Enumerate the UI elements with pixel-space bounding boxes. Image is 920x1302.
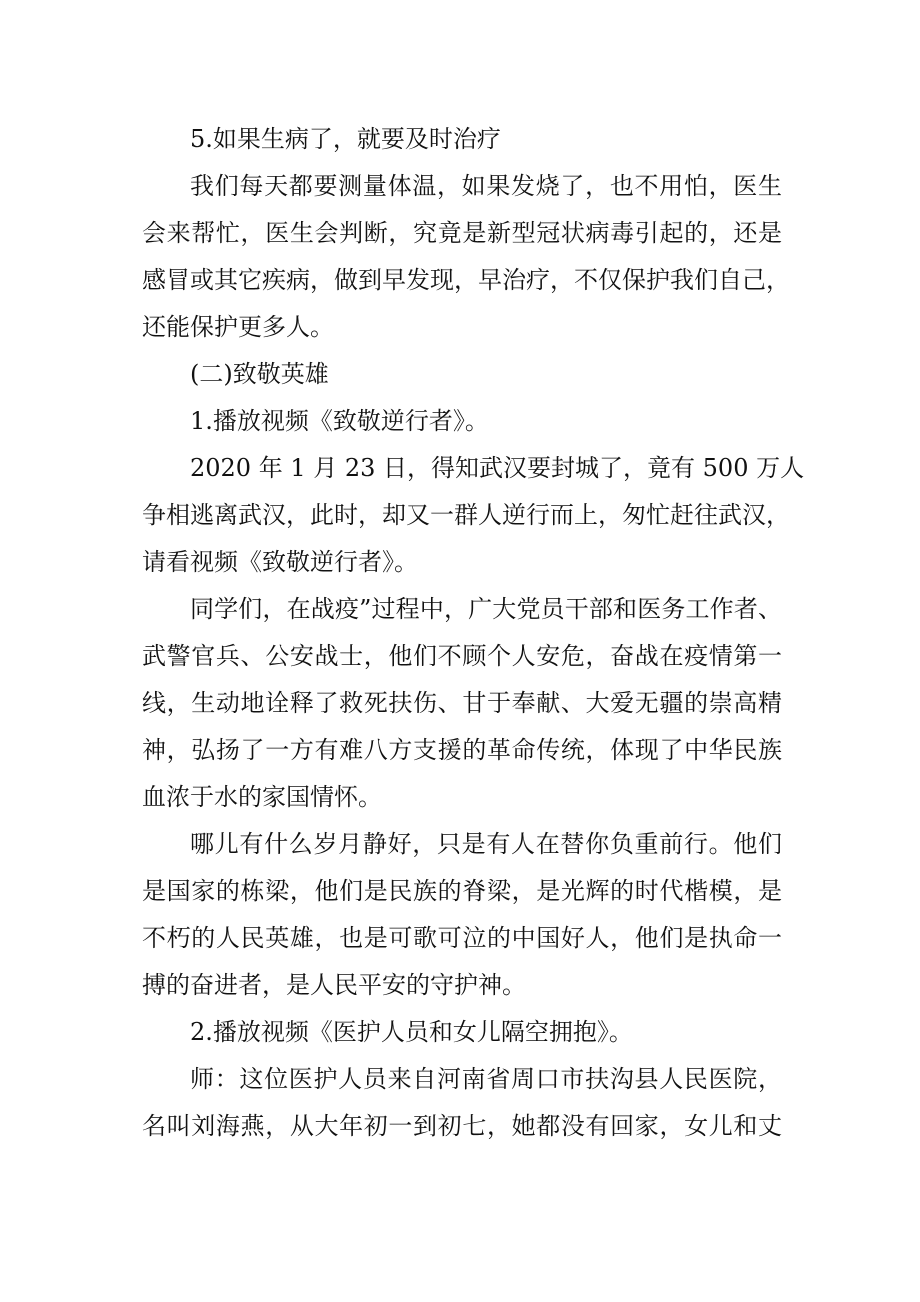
paragraph-line: 我们每天都要测量体温，如果发烧了，也不用怕，医生 (190, 172, 782, 200)
paragraph (142, 821, 782, 1009)
paragraph-line: 是国家的栋梁，他们是民族的脊梁，是光辉的时代楷模，是 (142, 877, 782, 905)
paragraph-line: 名叫刘海燕，从大年初一到初七，她都没有回家，女儿和丈 (142, 1112, 782, 1140)
paragraph-line: 不朽的人民英雄，也是可歌可泣的中国好人，他们是执命一 (142, 924, 782, 952)
paragraph-line: 请看视频《致敬逆行者》。 (142, 548, 418, 576)
paragraph (142, 1056, 782, 1150)
section-heading: 5.如果生病了，就要及时治疗 (190, 125, 501, 153)
paragraph-line: 搏的奋进者，是人民平安的守护神。 (142, 971, 526, 999)
paragraph-line: 哪儿有什么岁月静好，只是有人在替你负重前行。他们 (190, 830, 782, 858)
paragraph (142, 445, 805, 586)
paragraph-line: 武警官兵、公安战士，他们不顾个人安危，奋战在疫情第一 (142, 642, 782, 670)
paragraph (142, 163, 790, 351)
paragraph-line: 神，弘扬了一方有难八方支援的革命传统，体现了中华民族 (142, 736, 782, 764)
section-heading: 2.播放视频《医护人员和女儿隔空拥抱》。 (190, 1018, 633, 1046)
paragraph-line: 线，生动地诠释了救死扶伤、甘于奉献、大爱无疆的崇高精 (142, 689, 782, 717)
paragraph-line: 感冒或其它疾病，做到早发现，早治疗，不仅保护我们自己， (142, 266, 790, 294)
document-body (142, 116, 805, 1150)
paragraph-line: 同学们，在战疫”过程中，广大党员干部和医务工作者、 (190, 595, 782, 623)
paragraph-line: 会来帮忙，医生会判断，究竟是新型冠状病毒引起的，还是 (142, 219, 782, 247)
paragraph-line: 血浓于水的家国情怀。 (142, 783, 382, 811)
section-heading: 1.播放视频《致敬逆行者》。 (190, 407, 489, 435)
paragraph-line: 还能保护更多人。 (142, 313, 334, 341)
paragraph (142, 586, 782, 821)
paragraph-line: 师：这位医护人员来自河南省周口市扶沟县人民医院， (190, 1065, 782, 1093)
paragraph-line: 2020 年 1 月 23 日，得知武汉要封城了，竟有 500 万人 (190, 454, 805, 482)
paragraph-line: 争相逃离武汉，此时，却又一群人逆行而上，匆忙赶往武汉， (142, 501, 790, 529)
section-heading: (二)致敬英雄 (190, 360, 329, 388)
